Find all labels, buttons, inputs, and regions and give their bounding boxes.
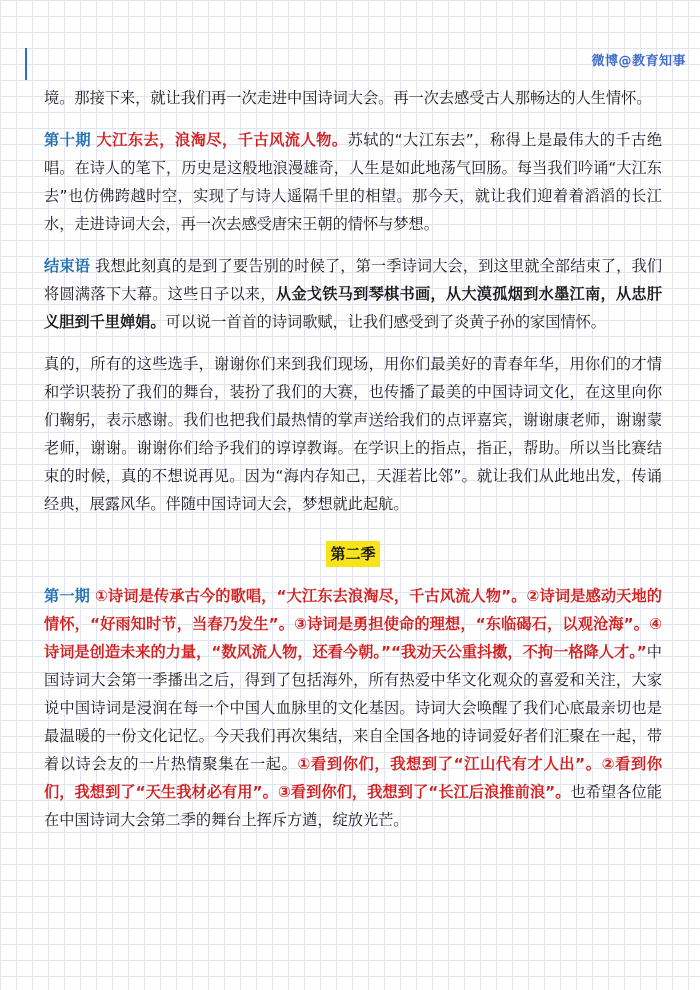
episode-tag: 第十期 [44, 131, 92, 149]
paragraph-season2-episode1 [44, 582, 662, 834]
paragraph-text: 也希望各位能在中国诗词大会第二季的舞台上挥斥方遒，绽放光芒。 [44, 783, 662, 829]
paragraph-closing [44, 252, 662, 336]
bold-highlight: 从金戈铁马到琴棋书画，从大漠孤烟到水墨江南，从忠肝义胆到千里婵娟。 [44, 285, 663, 331]
season-heading-wrap [44, 540, 662, 568]
paragraph-thanks [44, 350, 662, 518]
paragraph-text: 中国诗词大会第一季播出之后，得到了包括海外，所有热爱中华文化观众的喜爱和关注，大家说中国诗词是浸润在每一个中国人血脉里的文化基因。诗词大会唤醒了我们心底最亲切也是最温暖的一份文化记忆。今天我们再次集结，来自全国各地的诗词爱好者们汇聚在一起，带着以诗会友的一片热情聚集在一起。 [44, 643, 662, 773]
paragraph-episode-10 [44, 126, 662, 238]
left-accent-bar [25, 48, 27, 80]
paragraph-text: 境。那接下来，就让我们再一次走进中国诗词大会。再一次去感受古人那畅达的人生情怀。 [44, 89, 652, 107]
article-body [44, 84, 662, 848]
paragraph-text: 真的，所有的这些选手，谢谢你们来到我们现场，用你们最美好的青春年华，用你们的才情和学识装扮了我们的舞台，装扮了我们的大赛，也传播了最美的中国诗词文化，在这里向你们鞠躬，表示感谢。我们也把我们最热情的掌声送给我们的点评嘉宾，谢谢康老师，谢谢蒙老师，谢谢。谢谢你们给予我们的谆谆教诲。在学识上的指点，指正，帮助。所以当比赛结束的时候，真的不想说再见。因为“海内存知己，天涯若比邻”。就让我们从此地出发，传诵经典，展露风华。伴随中国诗词大会，梦想就此起航。 [44, 355, 662, 513]
weibo-watermark: 微博@教育知事 [591, 54, 686, 69]
closing-tag: 结束语 [44, 257, 90, 275]
episode-tag: 第一期 [44, 587, 90, 605]
quote-highlight: ①看到你们，我想到了“江山代有才人出”。②看到你们，我想到了“天生我材必有用”。③看到你们，我想到了“长江后浪推前浪”。 [44, 755, 663, 801]
paragraph-text: 苏轼的“大江东去”，称得上是最伟大的千古绝唱。在诗人的笔下，历史是这般地浪漫雄奇，人生是如此地荡气回肠。每当我们吟诵“大江东去”也仿佛跨越时空，实现了与诗人遥隔千里的相望。那今天，就让我们迎着着滔滔的长江水，走进诗词大会，再一次去感受唐宋王朝的情怀与梦想。 [44, 131, 663, 233]
quote-highlight: ①诗词是传承古今的歌唱，“大江东去浪淘尽，千古风流人物”。②诗词是感动天地的情怀，“好雨知时节，当春乃发生”。③诗词是勇担使命的理想，“东临碣石，以观沧海”。④诗词是创造未来的力量，“数风流人物，还看今朝。”“我劝天公重抖擞，不拘一格降人才。” [44, 587, 662, 661]
quote-highlight: 大江东去，浪淘尽，千古风流人物。 [96, 131, 348, 149]
paragraph-text: 可以说一首首的诗词歌赋，让我们感受到了炎黄子孙的家国情怀。 [165, 313, 606, 331]
paragraph-text: 我想此刻真的是到了要告别的时候了，第一季诗词大会，到这里就全部结束了，我们将圆满落下大幕。这些日子以来， [44, 257, 663, 303]
season-heading: 第二季 [326, 541, 379, 567]
paragraph-intro-continued [44, 84, 662, 112]
